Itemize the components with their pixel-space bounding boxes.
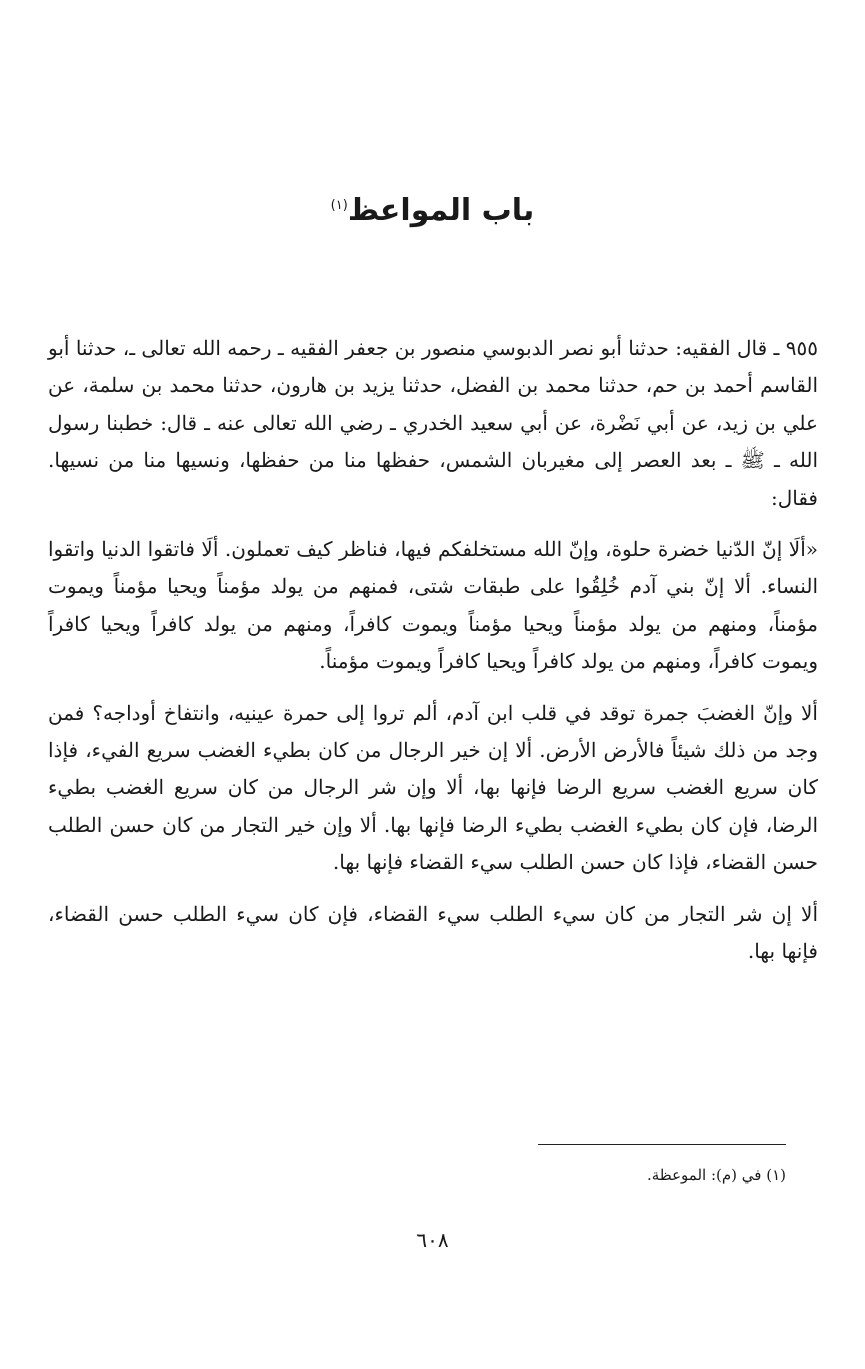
chapter-title	[0, 186, 865, 231]
page-number: ٦٠٨	[416, 1228, 449, 1252]
main-text	[48, 330, 818, 985]
paragraph-anger: ألا وإنّ الغضبَ جمرة توقد في قلب ابن آدم، ألم تروا إلى حمرة عينيه، وانتفاخ أوداجه؟ فمن وجد من ذلك شيئاً فالأرض الأرض. ألا إن خير الرجال من كان بطيء الغضب سريع الفيء، فإذا كان سريع الغضب سريع الرضا فإنها بها، ألا وإن شر الرجال من كان سريع الغضب بطيء الرضا، فإن كان بطيء الغضب بطيء الرضا فإنها بها. ألا وإن خير التجار من كان حسن الطلب حسن القضاء، فإذا كان حسن الطلب سيء القضاء فإنها بها.	[48, 700, 818, 875]
title-footnote-marker: (١)	[330, 198, 348, 213]
chapter-title-text: باب المواعظ	[347, 193, 535, 228]
paragraph-dunya: «ألَا إنّ الدّنيا خضرة حلوة، وإنّ الله مستخلفكم فيها، فناظر كيف تعملون. ألَا فاتقوا الدنيا واتقوا النساء. ألا إنّ بني آدم خُلِقُوا على طبقات شتى، فمنهم من يولد مؤمناً ويحيا مؤمناً ويموت مؤمناً، ومنهم من يولد مؤمناً ويحيا مؤمناً ويموت كافراً، ومنهم من يولد كافراً ويحيا كافراً ويموت كافراً، ومنهم من يولد كافراً ويحيا كافراً ويموت مؤمناً.	[48, 537, 819, 674]
footnote-divider	[538, 1144, 786, 1145]
footnote: (١) في (م): الموعظة.	[646, 1166, 786, 1184]
paragraph-merchants: ألا إن شر التجار من كان سيء الطلب سيء القضاء، فإن كان سيء الطلب حسن القضاء، فإنها بها.	[48, 901, 818, 964]
paragraph-hadith-intro: ٩٥٥ ـ قال الفقيه: حدثنا أبو نصر الدبوسي منصور بن جعفر الفقيه ـ رحمه الله تعالى ـ، حدثنا أبو القاسم أحمد بن حم، حدثنا محمد بن الفضل، حدثنا يزيد بن هارون، حدثنا محمد بن سلمة، عن علي بن زيد، عن أبي نَضْرة، عن أبي سعيد الخدري ـ رضي الله تعالى عنه ـ قال: خطبنا رسول الله ـ ﷺ ـ بعد العصر إلى مغيربان الشمس، حفظها منا من حفظها، ونسيها منا من نسيها. فقال:	[48, 336, 818, 510]
